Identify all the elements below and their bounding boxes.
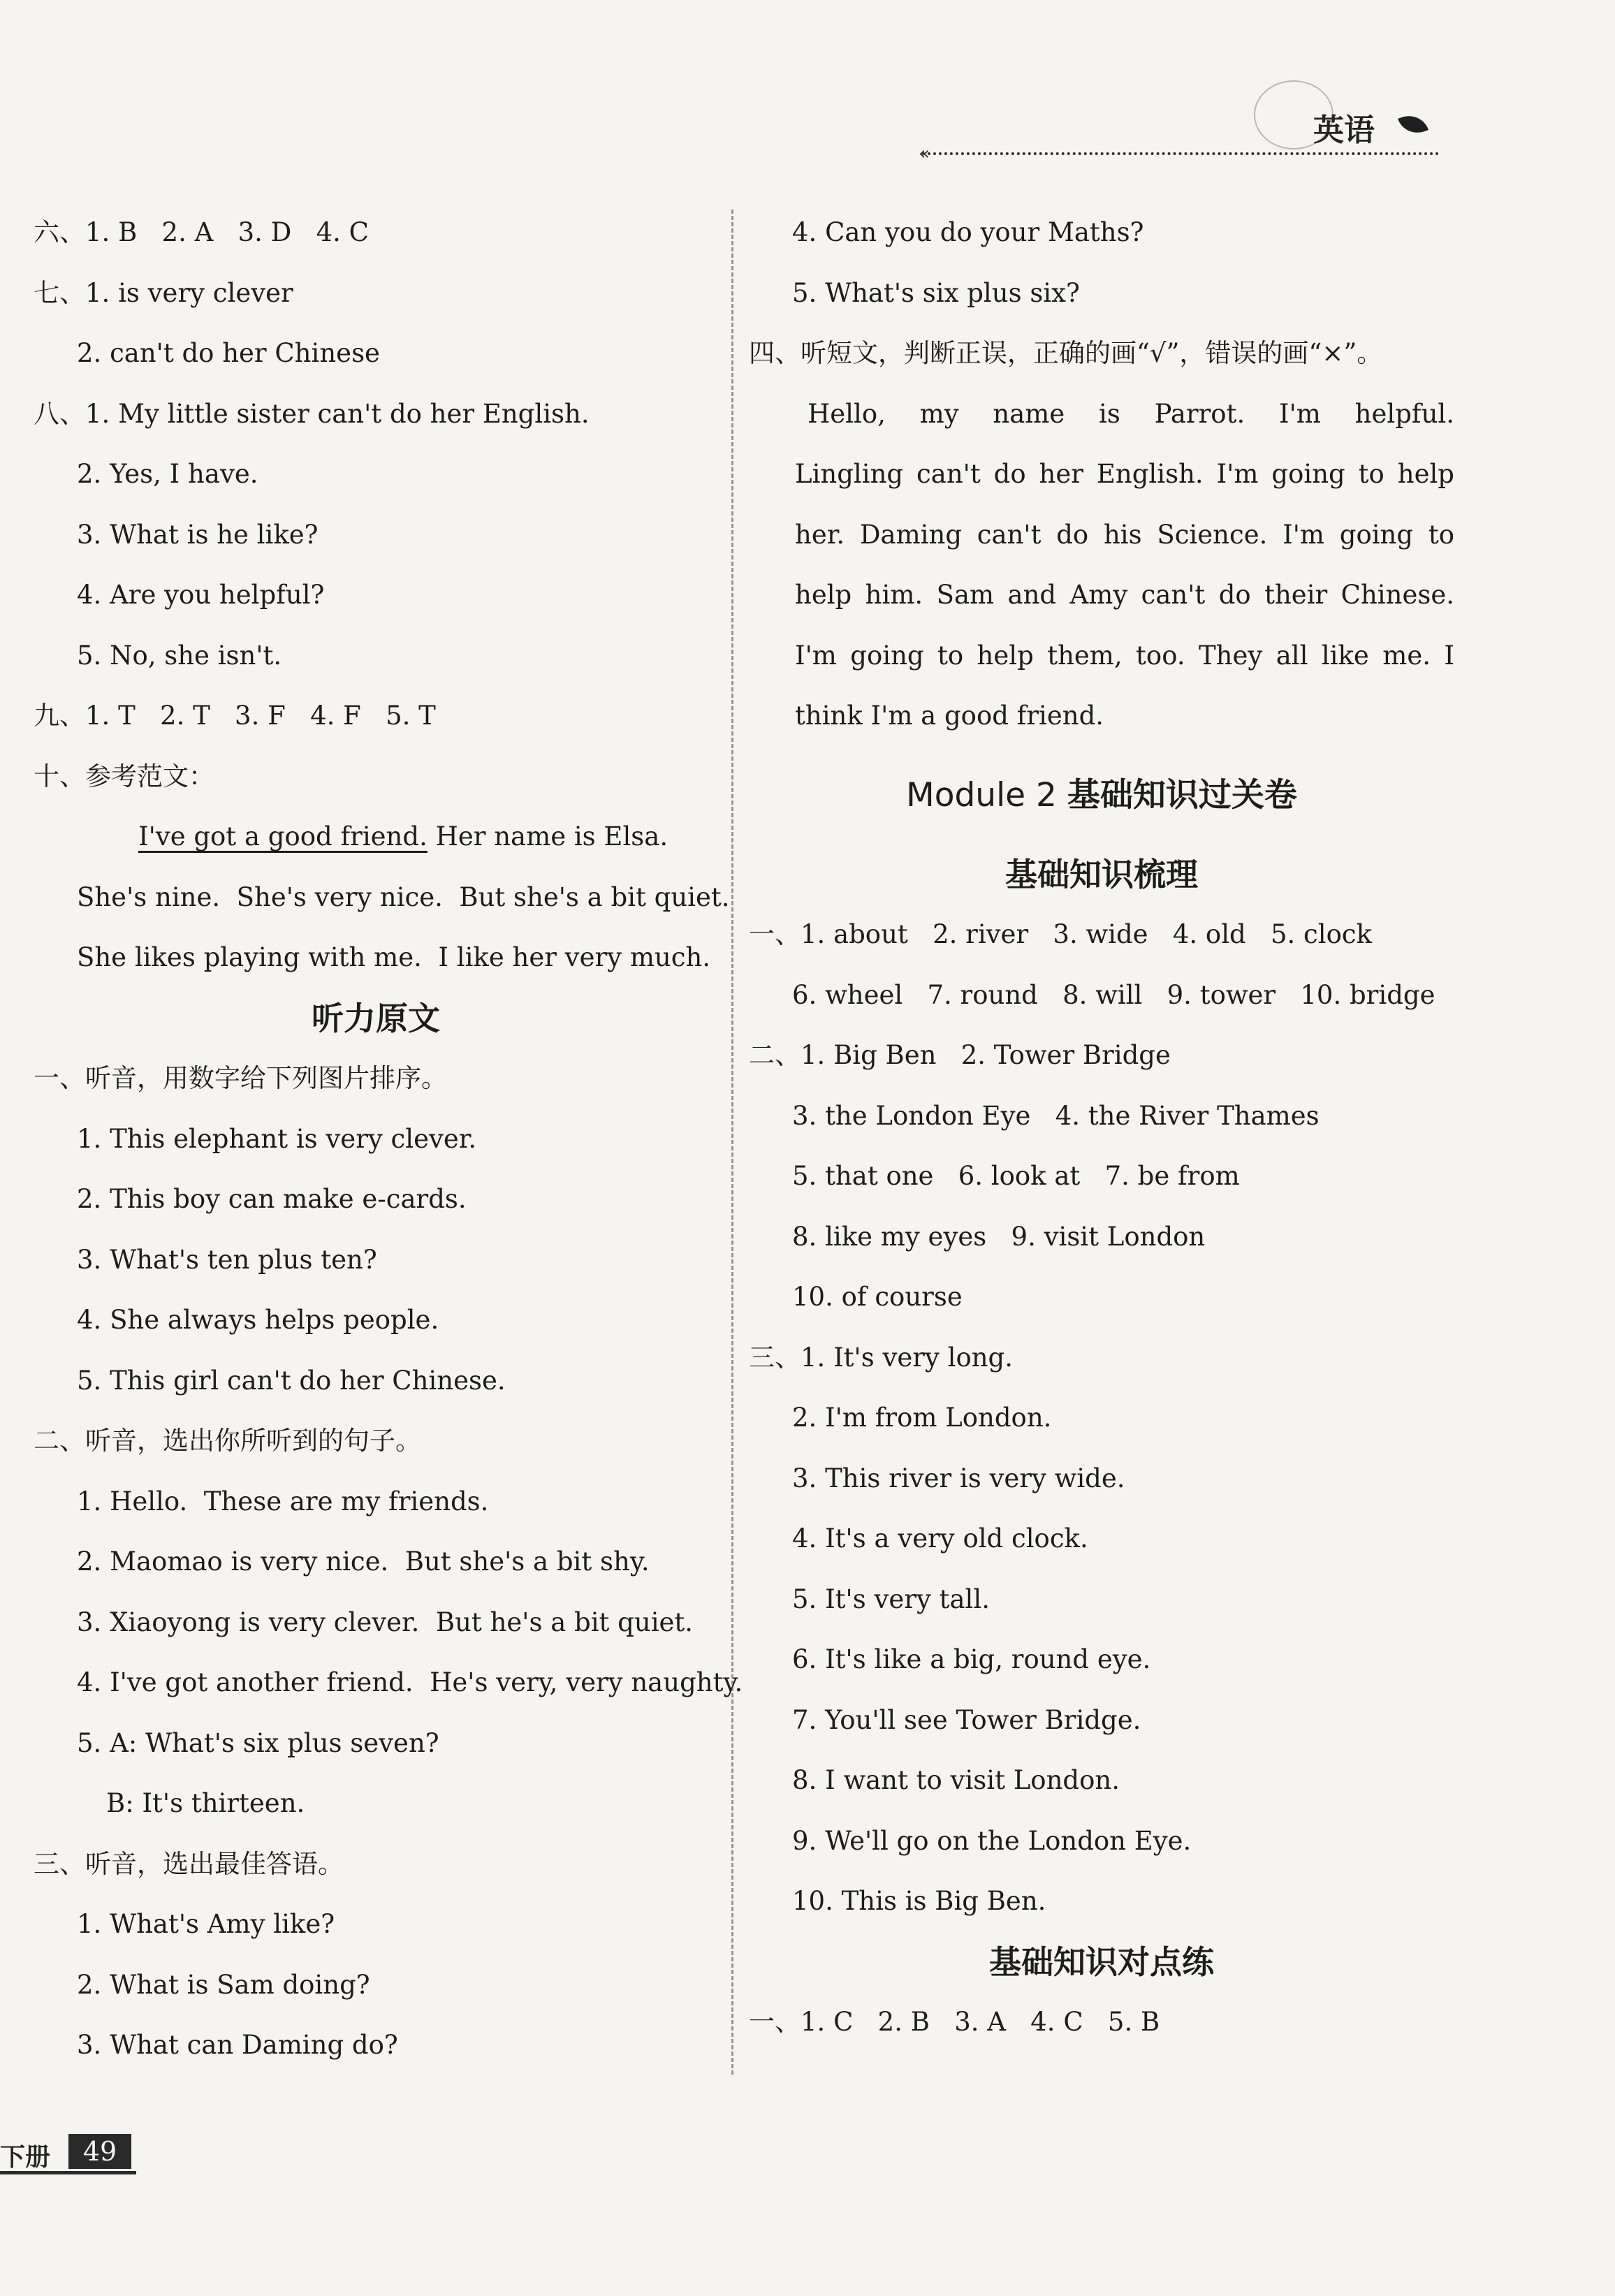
list-item: 1. Hello. These are my friends.: [77, 1486, 489, 1516]
answer-line: 三、1. It's very long.: [749, 1342, 1014, 1373]
header-dotted-rule: [922, 152, 1439, 155]
answer-line: 六、1. B 2. A 3. D 4. C: [34, 217, 369, 247]
answer-line: 3. What is he like?: [77, 519, 319, 550]
subtitle-knowledge-summary: 基础知识梳理: [1005, 855, 1198, 893]
list-item: 1. This elephant is very clever.: [77, 1123, 477, 1154]
answer-line: 4. Are you helpful?: [77, 580, 325, 610]
answer-line: 2. can't do her Chinese: [77, 338, 380, 368]
passage-line: her. Daming can't do his Science. I'm going to: [795, 519, 1454, 550]
page-number: 49: [68, 2134, 131, 2169]
answer-line: 3. This river is very wide.: [792, 1463, 1125, 1493]
list-item: 2. Maomao is very nice. But she's a bit shy.: [77, 1546, 650, 1577]
answer-line: 5. that one 6. look at 7. be from: [792, 1161, 1240, 1191]
list-item: 5. What's six plus six?: [792, 277, 1080, 308]
answer-line: 8. like my eyes 9. visit London: [792, 1221, 1206, 1252]
answer-line: 9. We'll go on the London Eye.: [792, 1825, 1192, 1856]
list-item: 4. She always helps people.: [77, 1305, 439, 1335]
answer-line: 10. This is Big Ben.: [792, 1886, 1046, 1916]
list-item: 2. This boy can make e-cards.: [77, 1184, 467, 1214]
answer-line: 七、1. is very clever: [34, 277, 293, 308]
section-heading: 三、听音，选出最佳答语。: [34, 1848, 344, 1879]
footer-rule: [0, 2171, 136, 2174]
answer-line: 4. It's a very old clock.: [792, 1523, 1088, 1553]
answer-line: 2. I'm from London.: [792, 1403, 1052, 1433]
module-title: [749, 747, 1454, 844]
answer-line: 10. of course: [792, 1282, 963, 1312]
answer-line: 8. I want to visit London.: [792, 1765, 1120, 1795]
section-heading: 四、听短文，判断正误，正确的画“√”，错误的画“×”。: [749, 338, 1383, 368]
answer-line: 2. Yes, I have.: [77, 459, 258, 489]
list-item: 1. What's Amy like?: [77, 1909, 335, 1939]
passage-line: Hello, my name is Parrot. I'm helpful.: [808, 398, 1454, 429]
answer-line: 5. It's very tall.: [792, 1584, 990, 1614]
module-title-cn: 基础知识过关卷: [1067, 775, 1297, 814]
subject-label: 英语: [1313, 112, 1375, 148]
answer-line: 八、1. My little sister can't do her English.: [34, 398, 590, 429]
double-chevron-icon: «: [919, 143, 930, 164]
essay-underlined-sentence: I've got a good friend.: [138, 821, 428, 851]
answer-line: 一、1. C 2. B 3. A 4. C 5. B: [749, 2007, 1160, 2037]
list-item: 4. I've got another friend. He's very, very naughty.: [77, 1667, 743, 1697]
list-item: B: It's thirteen.: [106, 1788, 305, 1818]
answer-line: 5. No, she isn't.: [77, 640, 282, 671]
essay-line: She's nine. She's very nice. But she's a bit quiet.: [77, 882, 730, 912]
left-column: [34, 203, 743, 2076]
list-item: 3. Xiaoyong is very clever. But he's a bit quiet.: [77, 1607, 694, 1637]
answer-line: 九、1. T 2. T 3. F 4. F 5. T: [34, 701, 436, 731]
list-item: 4. Can you do your Maths?: [792, 217, 1144, 247]
listening-title: 听力原文: [312, 999, 440, 1037]
answer-line: 6. It's like a big, round eye.: [792, 1644, 1151, 1674]
essay-line: [34, 807, 718, 868]
answer-line: 3. the London Eye 4. the River Thames: [792, 1100, 1320, 1131]
list-item: 5. This girl can't do her Chinese.: [77, 1365, 506, 1396]
subtitle-practice: 基础知识对点练: [989, 1943, 1214, 1981]
column-divider: [731, 210, 733, 2075]
list-item: 3. What's ten plus ten?: [77, 1244, 377, 1275]
section-heading: 二、听音，选出你所听到的句子。: [34, 1426, 421, 1456]
essay-text: Her name is Elsa.: [427, 821, 668, 851]
module-title-en: Module 2: [906, 775, 1057, 814]
passage-line: Lingling can't do her English. I'm going to help: [795, 459, 1454, 489]
right-column: [749, 203, 1454, 2053]
answer-line: 6. wheel 7. round 8. will 9. tower 10. bridge: [792, 979, 1435, 1010]
leaf-icon: [1398, 110, 1428, 139]
volume-label: 下册: [0, 2143, 51, 2172]
answer-line: 7. You'll see Tower Bridge.: [792, 1704, 1141, 1735]
list-item: 5. A: What's six plus seven?: [77, 1727, 439, 1758]
essay-line: She likes playing with me. I like her very much.: [77, 942, 711, 972]
list-item: 2. What is Sam doing?: [77, 1969, 370, 2000]
passage-line: help him. Sam and Amy can't do their Chinese.: [795, 580, 1454, 610]
answer-line: 一、1. about 2. river 3. wide 4. old 5. clock: [749, 919, 1373, 949]
answer-line: 二、1. Big Ben 2. Tower Bridge: [749, 1040, 1171, 1070]
passage-line: think I'm a good friend.: [795, 701, 1104, 731]
section-heading: 一、听音，用数字给下列图片排序。: [34, 1063, 447, 1093]
sample-essay-heading: 十、参考范文：: [34, 761, 214, 791]
list-item: 3. What can Daming do?: [77, 2030, 398, 2060]
passage-line: I'm going to help them, too. They all like me. I: [795, 640, 1454, 671]
